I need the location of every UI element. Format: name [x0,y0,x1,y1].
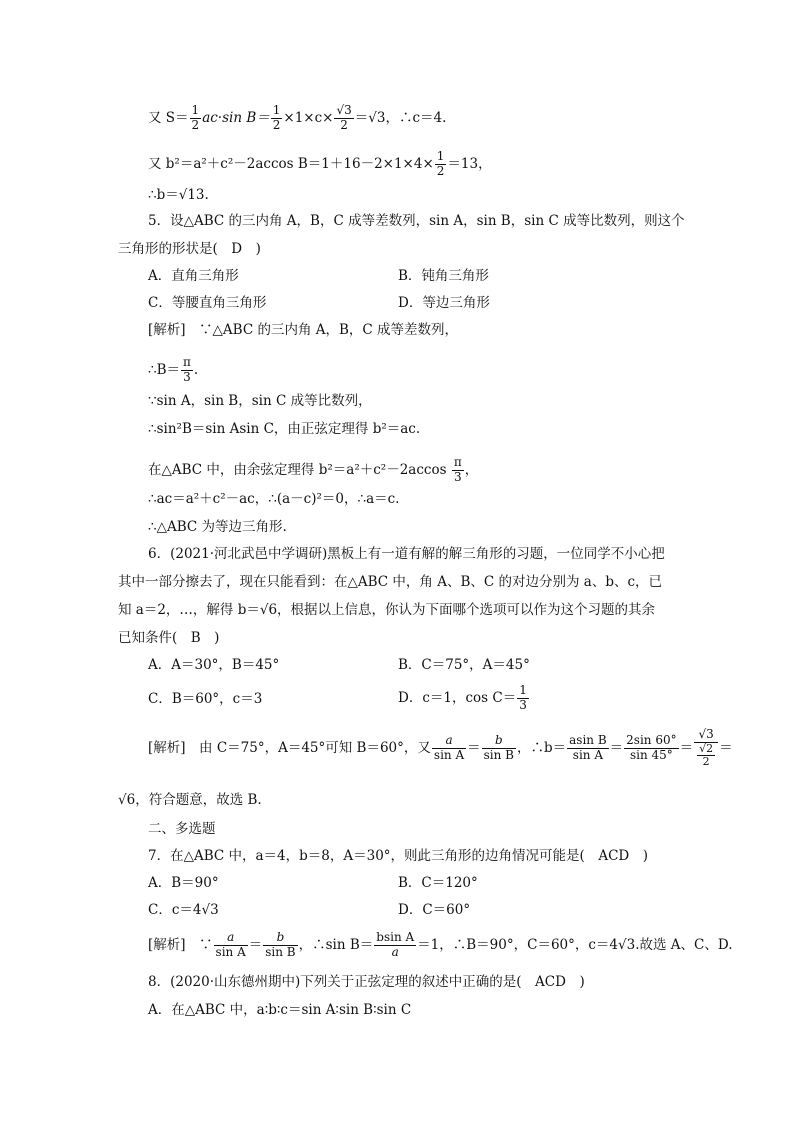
q5-stem-2: 三角形的形状是( D ) [118,241,261,257]
q7-option-d: D．C＝60° [398,902,471,918]
q5-option-b: B．钝角三角形 [398,268,489,284]
q5-analysis-3: ∵sin A，sin B，sin C 成等比数列， [148,393,372,409]
q7-option-b: B．C＝120° [398,875,478,891]
q8-stem: 8．(2020·山东德州期中)下列关于正弦定理的叙述中正确的是( ACD ) [148,974,585,990]
q5-analysis-2: ∴B＝ $\frac{\pi}{3}$ . [148,355,199,384]
q5-analysis-5: 在△ABC 中，由余弦定理得 b²＝a²＋c²－2accos $\frac{\pi}{3}$ ， [148,455,479,484]
q6-stem-4: 已知条件( B ) [118,630,220,646]
q5-analysis-4: ∴sin²B＝sin Asin C，由正弦定理得 b²＝ac. [148,421,421,437]
p4-line1: 又 S＝ $\frac{1}{2}$ ac·sin B＝ $\frac{1}{2}$ ×1×c× $\frac{√3}{2}$ ＝√3，∴c＝4. [148,103,447,132]
q7-analysis: [解析] ∵ $\frac{a}{\text{sin A}}$ ＝ $\frac{b}{\text{sin B}}$ ，∴sin B＝ $\frac{\text{bsin A}}{a}$ ＝1，∴B＝90°，C＝60°，c＝4√3.故选 A、C、D. [148,930,733,959]
q6-option-a: A．A＝30°，B＝45° [148,657,280,673]
q6-option-b: B．C＝75°，A＝45° [398,657,530,673]
section-heading: 二、多选题 [148,821,216,837]
q5-analysis-7: ∴△ABC 为等边三角形. [148,519,287,535]
q7-option-a: A．B＝90° [148,875,219,891]
q5-option-d: D．等边三角形 [398,295,490,311]
p4-line2: 又 b²＝a²＋c²－2accos B＝1＋16－2×1×4× $\frac{1}{2}$ ＝13， [148,149,492,178]
q6-stem-1: 6．(2021·河北武邑中学调研)黑板上有一道有解的解三角形的习题，一位同学不小心把 [148,546,665,562]
p4-line3: ∴b＝√13. [148,187,209,203]
q6-analysis: [解析] 由 C＝75°，A＝45°可知 B＝60°，又 $\frac{a}{\text{sin A}}$ ＝ $\frac{b}{\text{sin B}}$ ，∴b＝ $\frac{\text{asin B}}{\text{sin A}}$ ＝ $\frac{2\sin 60^\circ}{\sin 45^\circ}$ ＝ √3 √2 2 ＝ [148,727,733,769]
q7-option-c: C．c＝4√3 [148,902,219,918]
q6-stem-3: 知 a＝2，…，解得 b＝√6，根据以上信息，你认为下面哪个选项可以作为这个习题的其余 [118,602,656,618]
q6-analysis-end: √6，符合题意，故选 B. [118,792,262,808]
q5-option-c: C．等腰直角三角形 [148,295,267,311]
q5-analysis-6: ∴ac＝a²＋c²－ac，∴(a－c)²＝0，∴a＝c. [148,491,400,507]
q5-option-a: A．直角三角形 [148,268,239,284]
q7-stem: 7．在△ABC 中，a＝4，b＝8，A＝30°，则此三角形的边角情况可能是( ACD ) [148,848,648,864]
q6-stem-2: 其中一部分擦去了，现在只能看到：在△ABC 中，角 A、B、C 的对边分别为 a、b、c，已 [118,574,663,590]
q6-option-d: D．c＝1，cos C＝ $\frac{1}{3}$ [398,683,527,712]
q6-option-c: C．B＝60°，c＝3 [148,691,263,707]
q5-analysis-1: [解析] ∵△ABC 的三内角 A，B，C 成等差数列， [148,322,459,338]
q5-stem-1: 5．设△ABC 的三内角 A，B，C 成等差数列，sin A，sin B，sin C 成等比数列，则这个 [148,213,685,229]
q8-option-a: A．在△ABC 中，a∶b∶c＝sin A∶sin B∶sin C [148,1002,412,1018]
